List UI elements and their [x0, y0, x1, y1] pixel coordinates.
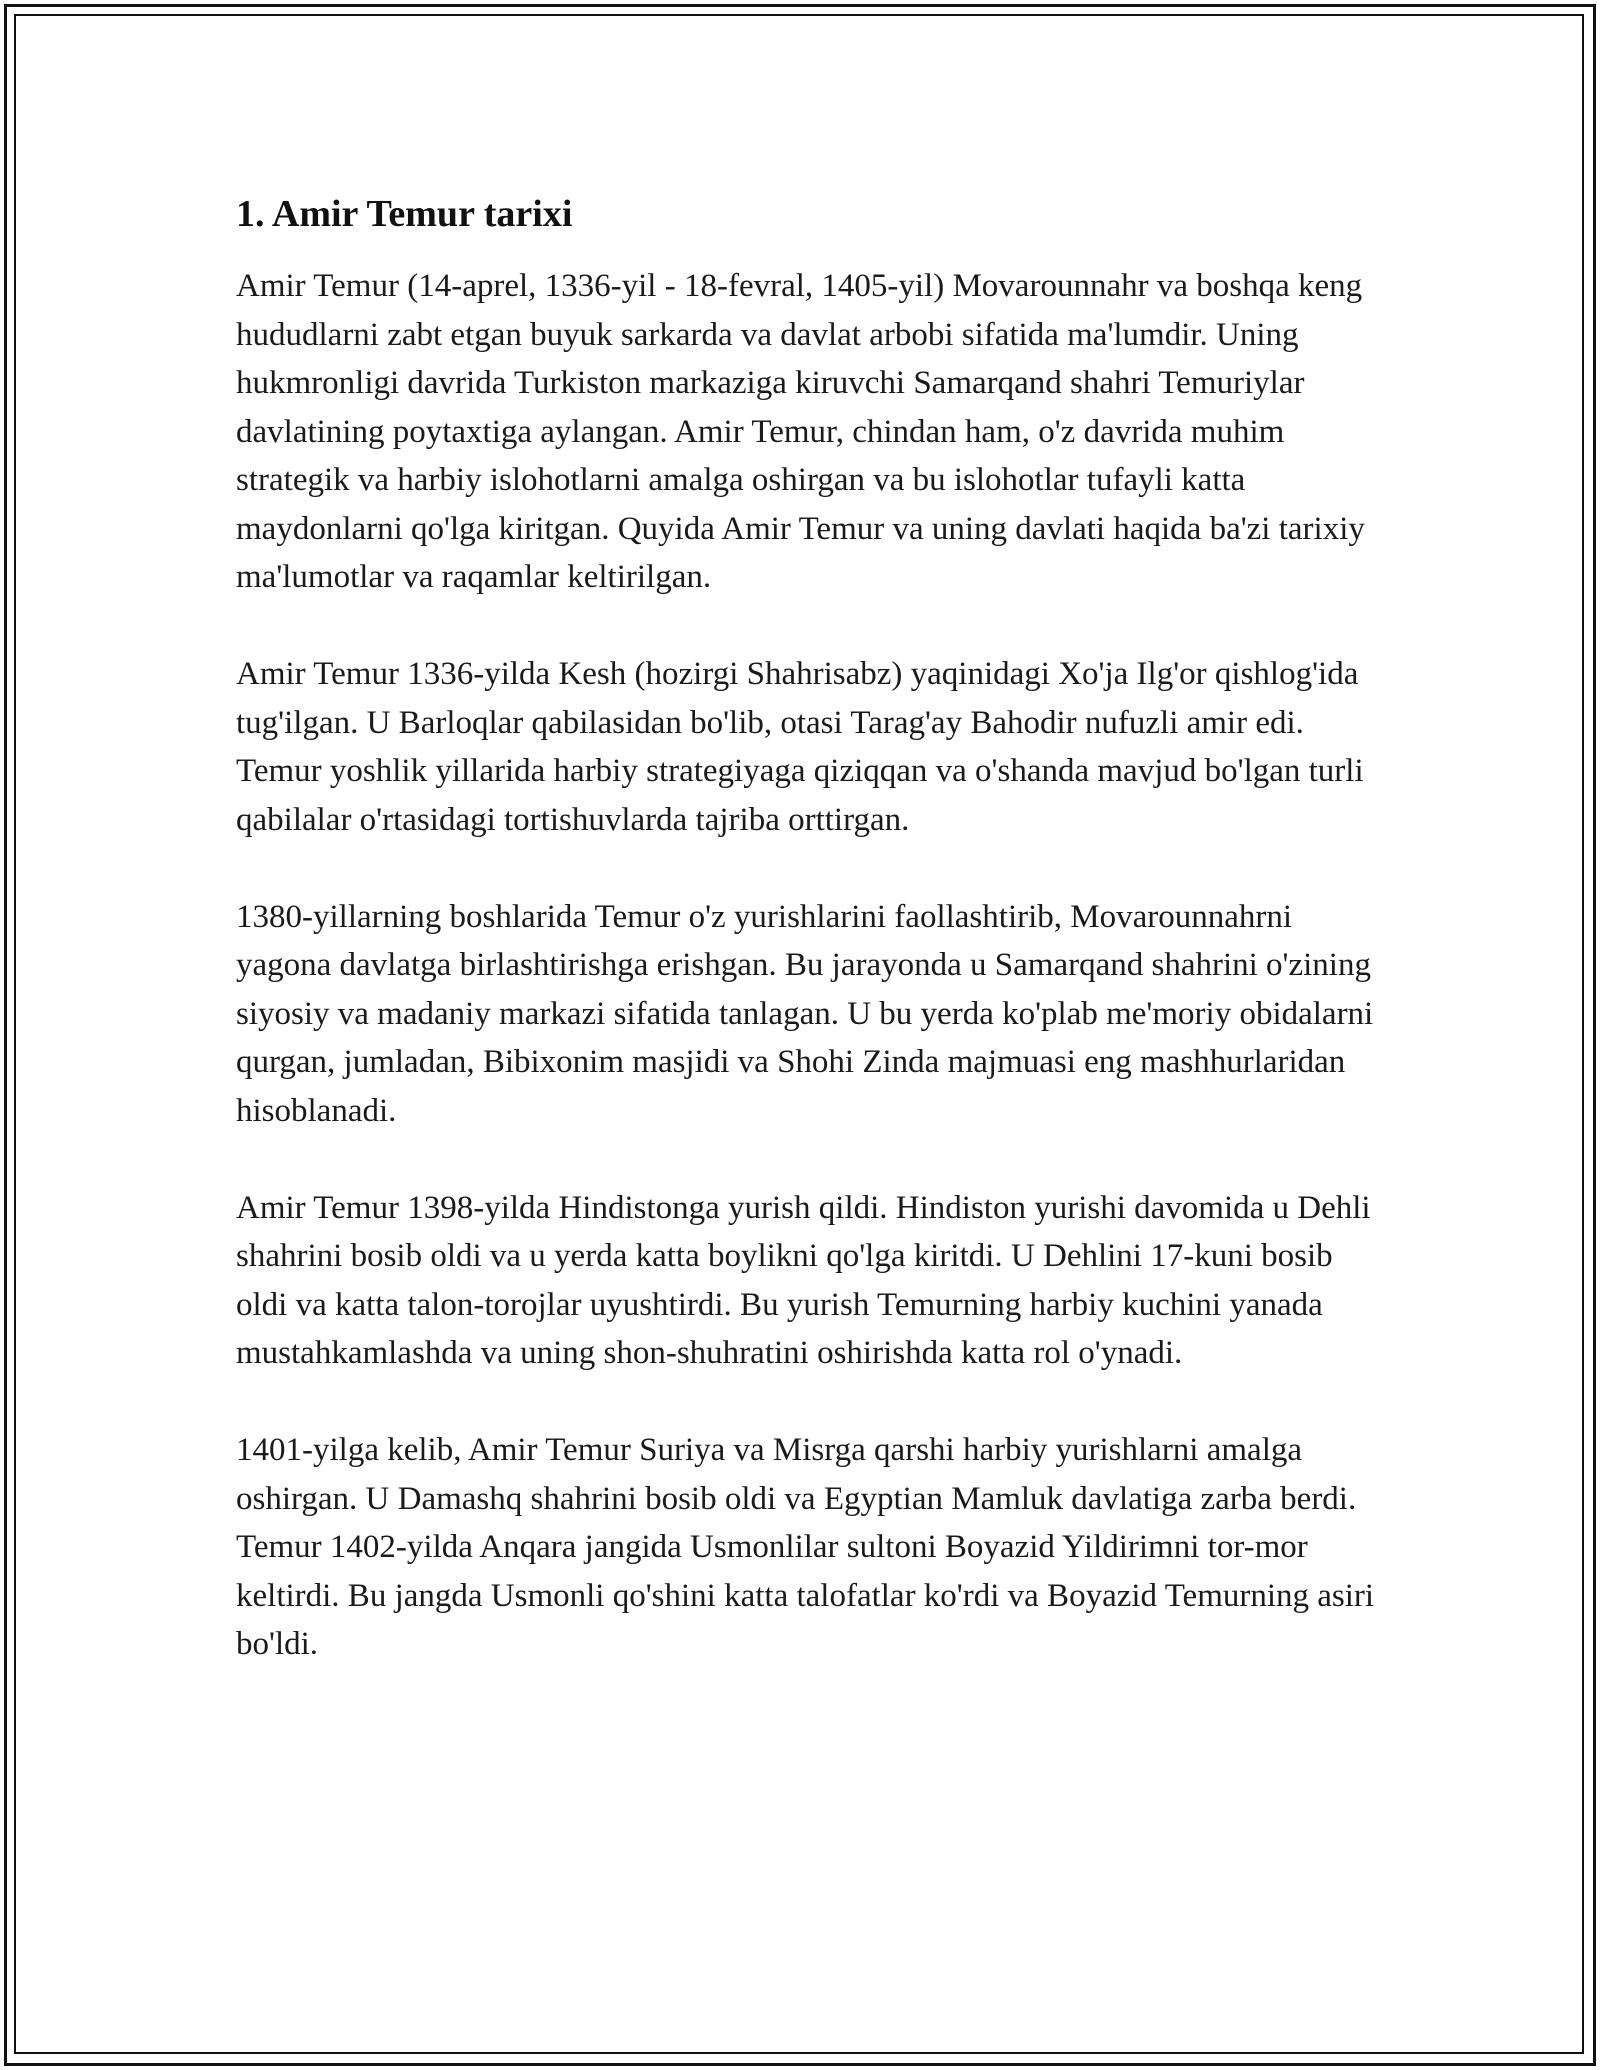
document-title: 1. Amir Temur tarixi	[236, 193, 573, 235]
paragraph-intro: Amir Temur (14-aprel, 1336-yil - 18-fevral, 1405-yil) Movarounnahr va boshqa keng hududlarni zabt etgan buyuk sarkarda va davlat arbobi sifatida ma'lumdir. Uning hukmronligi davrida Turkiston markaziga kiruvchi Samarqand shahri Temuriylar davlatining poytaxtiga aylangan. Amir Temur, chindan ham, o'z davrida muhim strategik va harbiy islohotlarni amalga oshirgan va bu islohotlar tufayli katta maydonlarni qo'lga kiritgan. Quyida Amir Temur va uning davlati haqida ba'zi tarixiy ma'lumotlar va raqamlar keltirilgan.	[236, 268, 1365, 595]
document-body	[236, 186, 1376, 1717]
paragraph-india-campaign: Amir Temur 1398-yilda Hindistonga yurish qildi. Hindiston yurishi davomida u Dehli shahrini bosib oldi va u yerda katta boylikni qo'lga kiritdi. U Dehlini 17-kuni bosib oldi va katta talon-torojlar uyushtirdi. Bu yurish Temurning harbiy kuchini yanada mustahkamlashda va uning shon-shuhratini oshirishda katta rol o'ynadi.	[236, 1189, 1371, 1371]
paragraph-early-life: Amir Temur 1336-yilda Kesh (hozirgi Shahrisabz) yaqinidagi Xo'ja Ilg'or qishlog'ida tug'ilgan. U Barloqlar qabilasidan bo'lib, otasi Tarag'ay Bahodir nufuzli amir edi. Temur yoshlik yillarida harbiy strategiyaga qiziqqan va o'shanda mavjud bo'lgan turli qabilalar o'rtasidagi tortishuvlarda tajriba orttirgan.	[236, 656, 1364, 838]
paragraph-unification: 1380-yillarning boshlarida Temur o'z yurishlarini faollashtirib, Movarounnahrni yagona davlatga birlashtirishga erishgan. Bu jarayonda u Samarqand shahrini o'zining siyosiy va madaniy markazi sifatida tanlagan. U bu yerda ko'plab me'moriy obidalarni qurgan, jumladan, Bibixonim masjidi va Shohi Zinda majmuasi eng mashhurlaridan hisoblanadi.	[236, 898, 1374, 1129]
paragraph-western-campaigns: 1401-yilga kelib, Amir Temur Suriya va Misrga qarshi harbiy yurishlarni amalga oshirgan. U Damashq shahrini bosib oldi va Egyptian Mamluk davlatiga zarba berdi. Temur 1402-yilda Anqara jangida Usmonlilar sultoni Boyazid Yildirimni tor-mor keltirdi. Bu jangda Usmonli qo'shini katta talofatlar ko'rdi va Boyazid Temurning asiri bo'ldi.	[236, 1432, 1375, 1662]
